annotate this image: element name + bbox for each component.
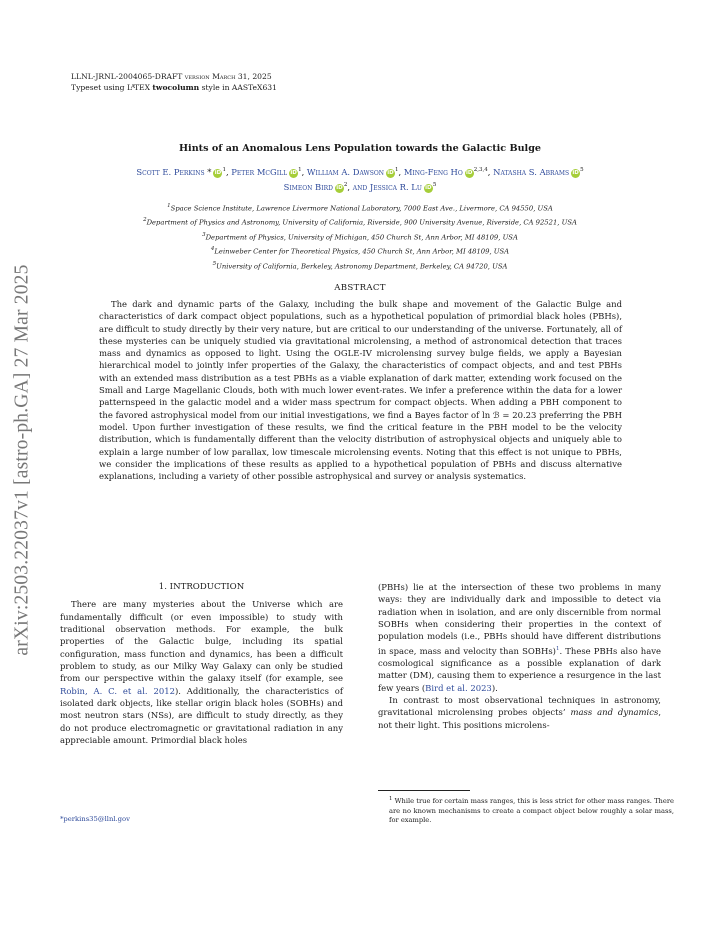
affiliation-text: Space Science Institute, Lawrence Livermore National Laboratory, 7000 East Ave., Livermore, CA 94550, USA bbox=[170, 204, 553, 213]
affil-sup: 2,3,4 bbox=[473, 167, 488, 173]
footnote-rule bbox=[378, 790, 470, 791]
paragraph-text: , not their light. This positions microlens- bbox=[378, 707, 661, 730]
arxiv-identifier-text: arXiv:2503.22037v1 [astro-ph.GA] 27 Mar 2025 bbox=[12, 264, 33, 656]
author-separator: , bbox=[301, 166, 305, 177]
affiliation-text: University of California, Berkeley, Astronomy Department, Berkeley, CA 94720, USA bbox=[216, 262, 508, 271]
typeset-prefix: Typeset using L bbox=[71, 83, 132, 92]
paragraph-text: ). bbox=[491, 682, 498, 693]
affiliation-text: Leinweber Center for Theoretical Physics, 450 Church St, Ann Arbor, MI 48109, USA bbox=[214, 247, 510, 256]
draft-version: version March 31, 2025 bbox=[184, 72, 272, 81]
corresponding-email-link[interactable]: *perkins35@llnl.gov bbox=[60, 815, 130, 823]
draft-id-line bbox=[71, 72, 277, 82]
typeset-suffix: style in AASTeX631 bbox=[199, 83, 277, 92]
intro-paragraph bbox=[378, 694, 661, 731]
author-name[interactable]: Jessica R. Lu bbox=[369, 181, 422, 192]
paragraph-text: ). Additionally, the characteristics of isolated dark objects, like stellar origin black holes (SOBHs) and most neutron stars (NSs), are difficult to study directly, as they do not produce electromagnetic or gravitational radiation in any appreciable amount. Primordial black holes bbox=[60, 685, 343, 746]
affiliation bbox=[60, 243, 660, 257]
affil-sup: 1 bbox=[222, 167, 226, 173]
affiliation bbox=[60, 214, 660, 228]
abstract-text: The dark and dynamic parts of the Galaxy, including the bulk shape and movement of the Galactic Bulge and characteristics of dark compact object populations, such as a hypothetical population of primordial black holes (PBHs), are difficult to study directly by their very nature, but are critical to our understanding of the universe. Fortunately, all of these mysteries can be uniquely studied via gravitational microlensing, a method of astronomical detection that traces mass and dynamics as opposed to light. Using the OGLE-IV microlensing survey bulge fields, we apply a Bayesian hierarchical model to jointly infer properties of the Galaxy, the characteristics of compact objects, and and test PBHs with an extended mass distribution as a test PBHs as a viable explanation of dark matter, extending work focused on the Small and Large Magellanic Clouds, both with much lower event-rates. We infer a preference within the data for a lower patternspeed in the galactic model and a wider mass spectrum for compact objects. When adding a PBH component to the favored astrophysical model from our initial investigations, we find a Bayes factor of ln ℬ = 20.23 preferring the PBH model. Upon further investigation of these results, we find the critical feature in the PBH model to be the velocity distribution, which is fundamentally different than the velocity distribution of astrophysical objects and uniquely able to explain a large number of low parallax, low timescale microlensing events. Noting that this effect is not unique to PBHs, we consider the implications of these results as applied to a hypothetical population of PBHs and discuss alternative explanations, including a variety of other possible astrophysical and survey or analysis systematics. bbox=[99, 299, 622, 482]
paper-title: Hints of an Anomalous Lens Population towards the Galactic Bulge bbox=[178, 143, 542, 154]
affiliation-text: Department of Physics and Astronomy, University of California, Riverside, 900 University Avenue, Riverside, CA 92521, USA bbox=[146, 218, 577, 227]
orcid-icon[interactable]: iD bbox=[387, 169, 394, 176]
author-name[interactable]: Natasha S. Abrams bbox=[493, 166, 570, 177]
right-column bbox=[378, 581, 661, 731]
author-separator: , bbox=[487, 166, 491, 177]
paragraph-text: (PBHs) lie at the intersection of these two problems in many ways: they are individually dark and impossible to detect via radiation when in isolation, and are only discernible from normal SOBHs when considering their properties in the context of population models (i.e., PBHs should have different distributions in space, mass and velocity than SOBHs) bbox=[378, 582, 661, 656]
corresponding-mark: * bbox=[204, 166, 212, 177]
author-separator: , bbox=[225, 166, 229, 177]
affil-sup: 2 bbox=[343, 181, 348, 188]
affiliation-number: 5 bbox=[212, 260, 217, 267]
affiliation bbox=[60, 200, 660, 214]
orcid-icon[interactable]: iD bbox=[336, 184, 343, 191]
affiliation bbox=[60, 258, 660, 272]
citation-link[interactable]: Robin, A. C. et al. 2012 bbox=[60, 685, 175, 696]
orcid-icon[interactable]: iD bbox=[466, 169, 473, 176]
author-name[interactable]: Scott E. Perkins bbox=[136, 166, 205, 177]
footnote-text: While true for certain mass ranges, this is less strict for other mass ranges. There are no known mechanisms to create a compact object below roughly a solar mass, for example. bbox=[389, 797, 674, 825]
affiliation-number: 4 bbox=[210, 246, 215, 253]
author-separator: , bbox=[347, 181, 351, 192]
latex-a: A bbox=[131, 84, 135, 90]
arxiv-identifier-stamp bbox=[2, 240, 44, 680]
footnote-number: 1 bbox=[389, 796, 393, 802]
abstract-heading: ABSTRACT bbox=[334, 283, 386, 293]
typeset-line bbox=[71, 82, 277, 93]
paragraph-text: There are many mysteries about the Universe which are fundamentally difficult (or even impossible) to study with traditional observation methods. For example, the bulk properties of the Galactic bulge, including its spatial configuration, mass function and dynamics, has been a difficult problem to study, as our Milky Way Galaxy can only be studied from our perspective within the galaxy itself (for example, see bbox=[60, 599, 343, 684]
citation-link[interactable]: Bird et al. 2023 bbox=[425, 682, 492, 693]
intro-paragraph bbox=[60, 598, 343, 746]
section-heading: 1. INTRODUCTION bbox=[158, 582, 245, 592]
typeset-style: twocolumn bbox=[152, 83, 200, 92]
paragraph-text: In contrast to most observational techniques in astronomy, gravitational microlensing probes objects’ bbox=[378, 694, 661, 718]
affil-sup: 5 bbox=[580, 167, 584, 173]
paragraph-text: . These PBHs also have cosmological significance as a possible explanation of dark matter (DM), causing them to experience a resurgence in the last few years ( bbox=[378, 645, 662, 693]
left-column bbox=[60, 581, 343, 746]
intro-paragraph-continued bbox=[378, 581, 661, 694]
orcid-icon[interactable]: iD bbox=[425, 184, 432, 191]
affiliation-number: 1 bbox=[167, 203, 171, 209]
author-name[interactable]: Simeon Bird bbox=[283, 181, 333, 192]
affil-sup: 1 bbox=[298, 167, 302, 173]
affiliation-number: 2 bbox=[143, 217, 147, 224]
latex-tex: TEX bbox=[133, 83, 153, 92]
footnote bbox=[389, 795, 674, 825]
affiliation-number: 3 bbox=[202, 231, 206, 238]
affil-sup: 5 bbox=[432, 181, 437, 188]
affiliation-text: Department of Physics, University of Michigan, 450 Church St, Ann Arbor, MI 48109, USA bbox=[205, 233, 518, 242]
author-and: and bbox=[352, 181, 368, 192]
emphasis-text: mass and dynamics bbox=[570, 707, 659, 718]
footnote-marker[interactable]: 1 bbox=[555, 645, 560, 652]
draft-header bbox=[71, 72, 277, 93]
affil-sup: 1 bbox=[395, 167, 399, 173]
author-name[interactable]: Ming-Feng Ho bbox=[403, 166, 463, 177]
author-separator: , bbox=[398, 166, 402, 177]
affiliation bbox=[60, 229, 660, 243]
orcid-icon[interactable]: iD bbox=[572, 169, 579, 176]
orcid-icon[interactable]: iD bbox=[214, 169, 222, 176]
author-name[interactable]: William A. Dawson bbox=[306, 166, 384, 177]
author-name[interactable]: Peter McGill bbox=[231, 166, 288, 177]
draft-id: LLNL-JRNL-2004065-DRAFT bbox=[71, 72, 185, 81]
author-list bbox=[60, 164, 660, 194]
orcid-icon[interactable]: iD bbox=[290, 169, 297, 176]
affiliation-list bbox=[60, 200, 660, 272]
